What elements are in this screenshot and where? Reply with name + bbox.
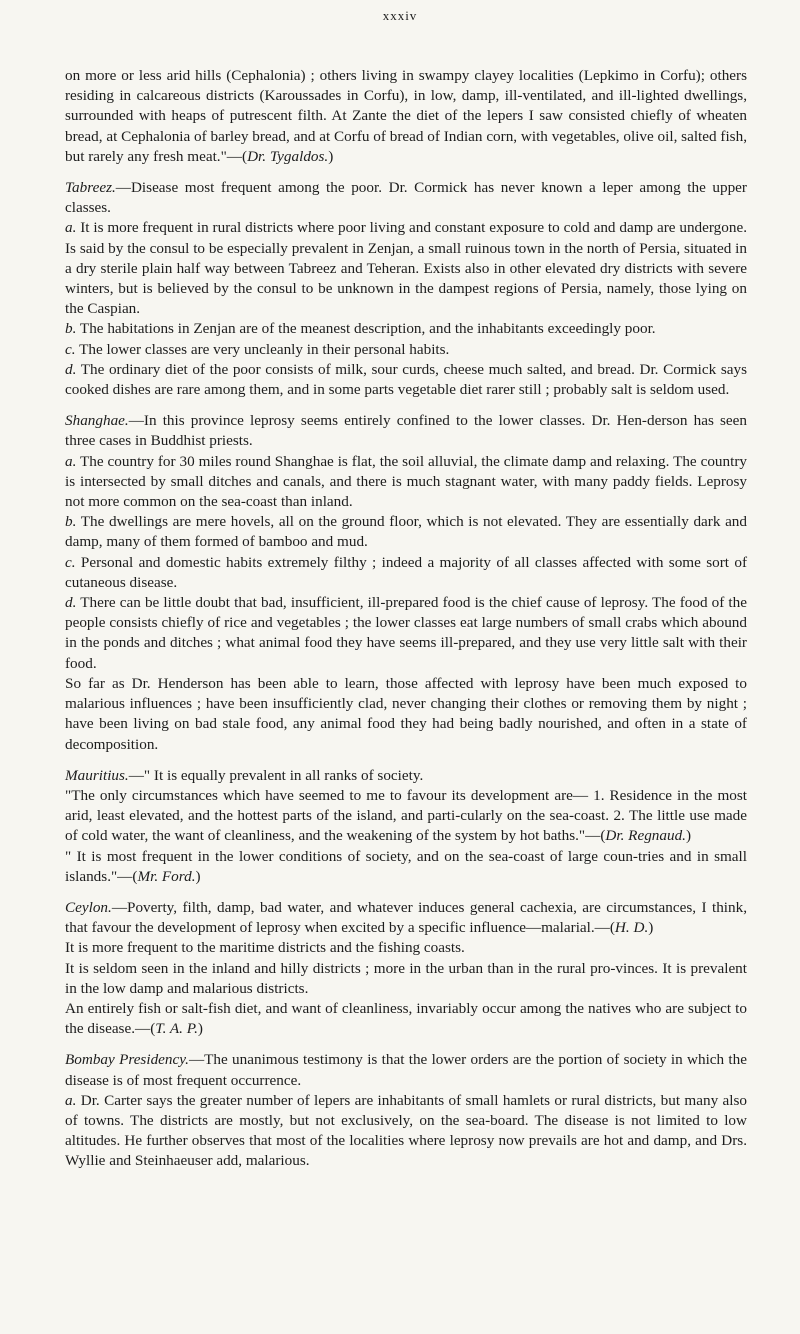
paragraph	[65, 1091, 747, 1172]
paragraph	[65, 340, 747, 360]
text-run: It is more frequent in rural districts where poor living and constant exposure to cold and damp are undergone. Is said by the consul to be especially prevalent in Zenjan, a small ruinous town in the north of Persia, situated in a dry sterile plain half way between Tabreez and Teheran. Exists also in other elevated dry districts with severe winters, but is believed by the consul to be unknown in the dampest regions of Persia, namely, those lying on the Caspian.	[65, 219, 747, 318]
italic-text: c.	[65, 553, 76, 571]
italic-text: c.	[65, 340, 76, 358]
italic-text: Mr. Ford.	[137, 867, 196, 885]
text-run: It is seldom seen in the inland and hilly districts ; more in the urban than in the rural pro-vinces. It is prevalent in the low damp and malarious districts.	[65, 959, 747, 997]
text-run: )	[685, 827, 692, 845]
paragraph	[65, 938, 747, 958]
paragraph	[65, 512, 747, 552]
italic-text: Mauritius.	[65, 766, 129, 784]
italic-text: a.	[65, 452, 77, 470]
text-run: )	[328, 147, 334, 165]
text-run: —Poverty, filth, damp, bad water, and whatever induces general cachexia, are circumstances, I think, that favour the development of leprosy when excited by a specific influence—malarial.—(	[65, 898, 747, 937]
italic-text: b.	[65, 320, 77, 338]
text-run: )	[197, 1020, 203, 1038]
text-run: —The unanimous testimony is that the lower orders are the portion of society in which the disease is of most frequent occurrence.	[65, 1051, 747, 1089]
text-run: —Disease most frequent among the poor. Dr. Cormick has never known a leper among the upper classes.	[65, 179, 747, 217]
paragraph	[65, 66, 747, 167]
paragraph	[65, 898, 747, 938]
italic-text: b.	[65, 513, 77, 531]
page-number: xxxiv	[382, 8, 418, 23]
text-run: The ordinary diet of the poor consists of milk, sour curds, cheese much salted, and bread. Dr. Cormick says cooked dishes are rare among them, and in some parts vegetable diet rarer still ; probably salt is seldom used.	[65, 360, 747, 399]
text-run: )	[195, 867, 201, 885]
paragraph	[65, 847, 747, 887]
paragraph	[65, 218, 747, 319]
paragraph	[65, 593, 747, 674]
paragraph	[65, 178, 747, 218]
text-run: Dr. Carter says the greater number of lepers are inhabitants of small hamlets or rural districts, but many also of towns. The districts are mostly, but not exclusively, on the sea-board. The disease is not limited to low altitudes. He further observes that most of the localities where leprosy now prevails are hot and damp, and Drs. Wyllie and Steinhaeuser add, malarious.	[65, 1091, 747, 1170]
text-run: So far as Dr. Henderson has been able to learn, those affected with leprosy have been much exposed to malarious influences ; have been insufficiently clad, never changing their clothes or removing them by night ; have been living on bad stale food, any animal food they had being badly nourished, and often in a state of decomposition.	[65, 674, 747, 753]
paragraph	[65, 766, 747, 786]
text-run: —In this province leprosy seems entirely confined to the lower classes. Dr. Hen-derson has seen three cases in Buddhist priests.	[65, 412, 747, 450]
paragraph	[65, 553, 747, 593]
italic-text: Dr. Tygaldos.	[247, 147, 329, 165]
text-run: "The only circumstances which have seemed to me to favour its development are— 1. Residence in the most arid, least elevated, and the hottest parts of the island, and parti-cularly on the sea-coast. 2. The little use made of cold water, the want of cleanliness, and the weakening of the system by hot baths."—(	[65, 786, 747, 845]
text-run: )	[648, 919, 654, 937]
paragraph	[65, 411, 747, 451]
italic-text: a.	[65, 1091, 77, 1109]
italic-text: Shanghae.	[65, 412, 129, 430]
italic-text: a.	[65, 219, 77, 237]
text-run: It is more frequent to the maritime districts and the fishing coasts.	[65, 939, 465, 957]
text-run: —" It is equally prevalent in all ranks of society.	[128, 766, 424, 784]
text-run: An entirely fish or salt-fish diet, and want of cleanliness, invariably occur among the natives who are subject to the disease.—(	[65, 999, 747, 1038]
italic-text: d.	[65, 360, 77, 378]
italic-text: Bombay Presidency.	[65, 1051, 189, 1069]
paragraph	[65, 959, 747, 999]
paragraph	[65, 360, 747, 400]
text-run: The habitations in Zenjan are of the meanest description, and the inhabitants exceedingly poor.	[76, 320, 656, 338]
italic-text: Ceylon.	[65, 898, 112, 916]
italic-text: Tabreez.	[65, 179, 116, 197]
italic-text: Dr. Regnaud.	[605, 827, 686, 845]
text-run: Personal and domestic habits extremely filthy ; indeed a majority of all classes affected with some sort of cutaneous disease.	[65, 553, 747, 591]
text-run: " It is most frequent in the lower conditions of society, and on the sea-coast of large coun-tries and in small islands."—(	[65, 847, 747, 885]
paragraph	[65, 1050, 747, 1090]
paragraph	[65, 674, 747, 755]
text-run: The dwellings are mere hovels, all on the ground floor, which is not elevated. They are essentially dark and damp, many of them formed of bamboo and mud.	[65, 513, 747, 551]
text-run: The country for 30 miles round Shanghae is flat, the soil alluvial, the climate damp and relaxing. The country is intersected by small ditches and canals, and there is much stagnant water, with many paddy fields. Leprosy not more common on the sea-coast than inland.	[65, 452, 747, 511]
italic-text: d.	[65, 594, 77, 612]
paragraph	[65, 999, 747, 1039]
body-text	[65, 66, 747, 1172]
paragraph	[65, 452, 747, 513]
paragraph	[65, 786, 747, 847]
paragraph	[65, 319, 747, 339]
italic-text: T. A. P.	[155, 1020, 198, 1038]
italic-text: H. D.	[614, 919, 649, 937]
text-run: on more or less arid hills (Cephalonia) ; others living in swampy clayey localities (Lepkimo in Corfu); others residing in calcareous districts (Karoussades in Corfu), in low, damp, ill-ventilated, and ill-lighted dwellings, surrounded with heaps of putrescent filth. At Zante the diet of the lepers I saw consisted chiefly of wheaten bread, at Cephalonia of barley bread, and at Corfu of bread of Indian corn, with vegetables, olive oil, salted fish, but rarely any fresh meat."—(	[65, 67, 747, 165]
text-run: There can be little doubt that bad, insufficient, ill-prepared food is the chief cause of leprosy. The food of the people consists chiefly of rice and vegetables ; the lower classes eat large numbers of small crabs which abound in the ponds and ditches ; what animal food they have seems ill-prepared, and they use very little salt with their food.	[65, 594, 747, 672]
text-run: The lower classes are very uncleanly in their personal habits.	[75, 340, 450, 358]
